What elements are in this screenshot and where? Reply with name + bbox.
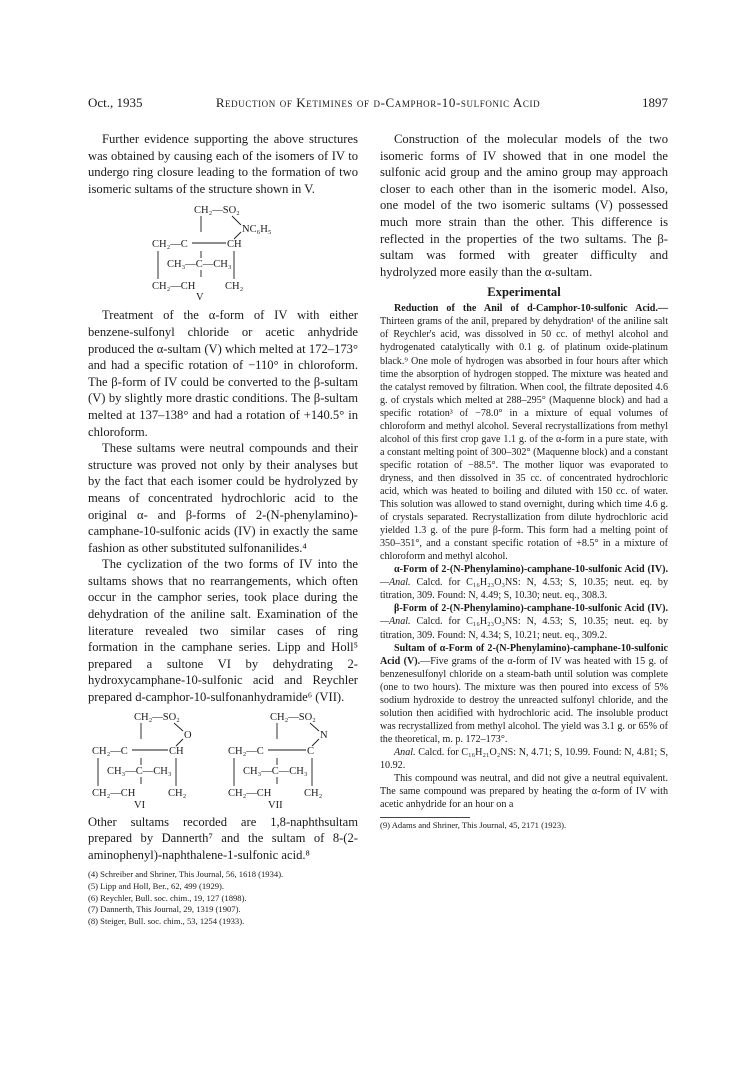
paragraph-sultam xyxy=(380,642,668,746)
paragraph: These sultams were neutral compounds and their structure was proved not only by their analyses but by the fact that each isomer could be hydrolyzed by means of concentrated hydrochloric acid to the original α- and β-forms of 2-(N-phenylamino)-camphane-10-sulfonic acids (IV) in exactly the same fashion as other substituted sulfonanilides.⁴ xyxy=(88,441,358,555)
paragraph-anal xyxy=(380,746,668,772)
anal-label: —Anal. xyxy=(380,616,411,628)
footnote: (4) Schreiber and Shriner, This Journal, 56, 1618 (1934). xyxy=(88,869,284,880)
struct-vii-top: CH₂—SO₂ xyxy=(270,711,316,723)
struct-vii-row1-left: CH₂—C xyxy=(228,745,264,757)
struct-top: CH₂—SO₂ xyxy=(194,205,240,217)
paragraph: The cyclization of the two forms of IV into the sultams shows that no rearrangements, which often occur in the camphor series, took place during the dehydration of the aniline salt. Examination of the literature revealed two similar cases of ring formation in the camphane series. Lipp and Holl⁵ prepared a sultone VI by dehydrating 2-hydroxycamphane-10-sulfonic acid and Reychler prepared d-camphor-10-sulfonanhydramide⁶ (VII). xyxy=(88,557,358,705)
struct-row3-right: CH₂ xyxy=(225,281,244,293)
header-date: Oct., 1935 xyxy=(88,95,143,110)
struct-row3-left: CH₂—CH xyxy=(152,281,196,293)
struct-row1-left: CH₂—C xyxy=(152,239,188,251)
struct-vii-row3-right: CH₂ xyxy=(304,787,323,799)
running-header xyxy=(88,95,668,113)
struct-vii-row3-left: CH₂—CH xyxy=(228,787,272,799)
footnotes xyxy=(380,820,668,832)
struct-vi-top: CH₂—SO₂ xyxy=(134,711,180,723)
subsection-text: Calcd. for C₁₆H₂₁O₂NS: N, 4.71; S, 10.99. Found: N, 4.81; S, 10.92. xyxy=(380,746,668,771)
paragraph: This compound was neutral, and did not give a neutral equivalent. The same compound was prepared by heating the α-form of IV with acetic anhydride for an hour on a xyxy=(380,773,668,811)
left-column xyxy=(88,131,358,927)
struct-vi-row1-right: CH xyxy=(169,745,184,757)
struct-n: NC₆H₅ xyxy=(242,224,272,236)
struct-vii-label: VII xyxy=(268,799,283,810)
paragraph: Further evidence supporting the above structures was obtained by causing each of the isomers of IV to undergo ring closure leading to the formation of two isomeric sultams of the structure shown in V. xyxy=(88,132,358,196)
footnotes xyxy=(88,869,358,927)
subsection-text: Calcd. for C₁₆H₂₃O₃NS: N, 4.53; S, 10.35; neut. eq. by titration, 309. Found: N, 4.49; S, 10.30; neut. eq., 308.3. xyxy=(380,577,668,602)
subsection-text: —Five grams of the α-form of IV was heated with 15 g. of benzenesulfonyl chloride on a steam-bath until solution was complete (one to two hours). The mixture was then poured into excess of 5% sodium hydroxide to destroy the unreacted sulfonyl chloride, and the solution then acidified with hydrochloric acid. The insoluble product was recrystallized from methyl alcohol. The yield was 3.1 g. or 65% of the theoretical, m. p. 172–173°. xyxy=(380,655,668,745)
struct-vi-row3-right: CH₂ xyxy=(168,787,187,799)
section-heading: Experimental xyxy=(487,285,561,300)
header-title: Reduction of Ketimines of d-Camphor-10-sulfonic Acid xyxy=(215,95,541,110)
struct-label: V xyxy=(196,292,204,302)
paragraph: Construction of the molecular models of the two isomeric forms of IV showed that in one model the sulfonic acid group and the amino group may approach closer to each other than in the isomeric model. Also, one model of the two isomeric sultams (V) possessed much more strain than the other. This difference is reflected in the properties of the two sultams. The β-sultam was formed with greater difficulty and hydrolyzed more easily than the α-sultam. xyxy=(380,132,668,279)
struct-vi-row1-left: CH₂—C xyxy=(92,745,128,757)
paragraph-alpha-form xyxy=(380,563,668,602)
struct-row1-right: CH xyxy=(227,239,242,251)
structure-v-formula xyxy=(88,201,358,301)
struct-vi-row3-left: CH₂—CH xyxy=(92,787,136,799)
footnote: (6) Reychler, Bull. soc. chim., 19, 127 (1898). xyxy=(88,892,247,903)
footnote: (7) Dannerth, This Journal, 29, 1319 (1907). xyxy=(88,904,241,915)
struct-vi-mid: CH₃—C—CH₃ xyxy=(107,765,172,777)
right-column xyxy=(380,131,668,832)
struct-vii-n: N xyxy=(320,729,328,741)
subsection-title: Sultam of α-Form of 2-(N-Phenylamino)-camphane-10-sulfonic Acid (V). xyxy=(380,642,668,667)
subsection-title: β-Form of 2-(N-Phenylamino)-camphane-10-sulfonic Acid (IV). xyxy=(394,603,668,615)
paragraph-reduction xyxy=(380,302,668,563)
struct-vii-row1-right: C xyxy=(307,745,315,757)
subsection-title: α-Form of 2-(N-Phenylamino)-camphane-10-sulfonic Acid (IV). xyxy=(394,564,668,576)
page-number: 1897 xyxy=(642,95,668,110)
struct-vi-label: VI xyxy=(134,799,146,810)
footnote-divider xyxy=(380,817,470,818)
struct-vi-o: O xyxy=(184,729,192,741)
paragraph: Treatment of the α-form of IV with either benzene-sulfonyl chloride or acetic anhydride produced the α-sultam (V) which melted at 172–173° and had a specific rotation of −110° in chloroform. The β-form of IV could be converted to the β-sultam (V) by slightly more drastic conditions. The β-sultam melted at 137–138° and had a rotation of +140.5° in chloroform. xyxy=(88,308,358,439)
subsection-text: Calcd. for C₁₆H₂₃O₃NS: N, 4.53; S, 10.35; neut. eq. by titration, 309. Found: N, 4.34; S, 10.21; neut. eq., 309.2. xyxy=(380,616,668,641)
anal-label: Anal. xyxy=(394,746,416,758)
footnote: (8) Steiger, Bull. soc. chim., 53, 1254 (1933). xyxy=(88,915,245,926)
paragraph: Other sultams recorded are 1,8-naphthsultam prepared by Dannerth⁷ and the sultam of 8-(2-aminophenyl)-naphthalene-1-sulfonic acid.⁸ xyxy=(88,814,358,862)
subsection-text: Thirteen grams of the anil, prepared by dehydration¹ of the aniline salt of Reychler's acid, was dissolved in 50 cc. of methyl alcohol and hydrogenated catalytically with 0.1 g. of platinum oxide-platinum black.⁹ One mole of hydrogen was absorbed in four hours after which time the absorption of hydrogen stopped. The mixture was heated and the catalyst removed by filtration. When cool, the filtrate deposited 4.6 g. of crystals which melted at 288–295° (Maquenne block) and had a specific rotation³ of −78.0° in a mixture of equal volumes of chloroform and methyl alcohol. Several recrystallizations from methyl alcohol of this first crop gave 1.1 g. of the α-form in a pure state, with a constant melting point of 300–302° (Maquenne block) and a constant specific rotation of −88.5°. The mother liquor was evaporated to dryness, and then dissolved in 35 cc. of concentrated hydrochloric acid, which was heated to boiling and diluted with 150 cc. of water. This solution was allowed to stand overnight, during which time 4.6 g. of crystals separated. Recrystallization from dilute hydrochloric acid yielded 1.3 g. of the pure β-form. This form had a melting point of 350–351°, and a constant specific rotation of +8.5° in a mixture of chloroform and methyl alcohol. xyxy=(380,316,668,563)
footnote: (5) Lipp and Holl, Ber., 62, 499 (1929). xyxy=(88,881,225,891)
paragraph-beta-form xyxy=(380,602,668,641)
structure-vi-vii-formulas xyxy=(88,708,358,810)
subsection-title: Reduction of the Anil of d-Camphor-10-sulfonic Acid.— xyxy=(394,303,668,315)
struct-vii-mid: CH₃—C—CH₃ xyxy=(243,765,308,777)
footnote: (9) Adams and Shriner, This Journal, 45, 2171 (1923). xyxy=(380,820,567,831)
struct-mid: CH₃—C—CH₃ xyxy=(167,259,232,271)
anal-label: —Anal. xyxy=(380,577,411,589)
